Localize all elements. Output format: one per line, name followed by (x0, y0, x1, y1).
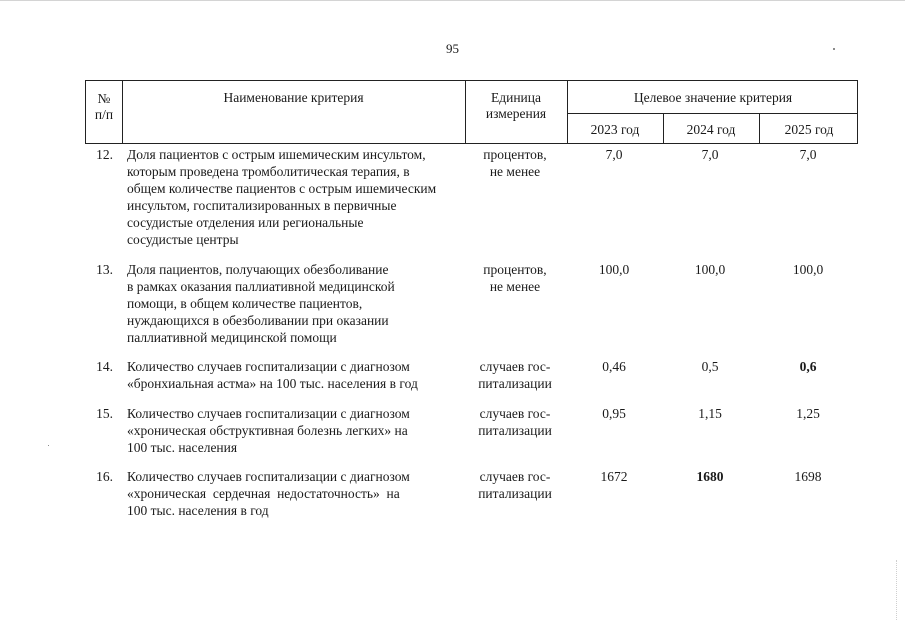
target-value-2025: 1698 (794, 469, 822, 484)
target-value-2025: 7,0 (799, 147, 817, 162)
unit-of-measure: процентов, не менее (483, 262, 547, 294)
row-number: 13. (96, 262, 113, 277)
page-number: 95 (446, 41, 459, 56)
row-number: 16. (96, 469, 113, 484)
scan-speck (48, 445, 49, 446)
target-value-2024: 7,0 (701, 147, 719, 162)
column-header-unit: Единица измерения (485, 90, 547, 121)
target-value-2023: 0,95 (602, 406, 626, 421)
scan-top-edge (0, 0, 905, 1)
target-value-2024: 1680 (696, 469, 724, 484)
criterion-name: Количество случаев госпитализации с диагнозом «хроническая сердечная недостаточность» на 100 тыс. населения в год (127, 469, 410, 518)
unit-of-measure: случаев гос- питализации (478, 469, 552, 501)
unit-of-measure: процентов, не менее (483, 147, 547, 179)
row-number: 12. (96, 147, 113, 162)
column-header-year-2023: 2023 год (590, 122, 640, 137)
criterion-name: Количество случаев госпитализации с диагнозом «хроническая обструктивная болезнь легких» на 100 тыс. населения (127, 406, 410, 455)
table-header (85, 80, 858, 144)
target-value-2023: 7,0 (605, 147, 623, 162)
header-divider (567, 113, 857, 114)
scan-edge-noise (882, 560, 897, 620)
criterion-name: Количество случаев госпитализации с диагнозом «бронхиальная астма» на 100 тыс. населения в год (127, 359, 418, 391)
column-header-year-2025: 2025 год (784, 122, 834, 137)
unit-of-measure: случаев гос- питализации (478, 359, 552, 391)
target-value-2025: 0,6 (799, 359, 817, 374)
target-value-2025: 1,25 (796, 406, 820, 421)
column-header-year-2024: 2024 год (686, 122, 736, 137)
target-value-2024: 100,0 (694, 262, 726, 277)
column-header-name: Наименование критерия (223, 90, 364, 105)
row-number: 14. (96, 359, 113, 374)
column-header-num: № п/п (94, 91, 114, 122)
target-value-2024: 1,15 (698, 406, 722, 421)
criterion-name: Доля пациентов, получающих обезболивание в рамках оказания паллиативной медицинской помощи, в общем количестве пациентов, нуждающихся в обезболивании при оказании паллиативной медицинской помощи (127, 262, 395, 345)
unit-of-measure: случаев гос- питализации (478, 406, 552, 438)
target-value-2024: 0,5 (701, 359, 719, 374)
row-number: 15. (96, 406, 113, 421)
column-header-target: Целевое значение критерия (633, 90, 793, 105)
target-value-2023: 100,0 (598, 262, 630, 277)
target-value-2025: 100,0 (792, 262, 824, 277)
target-value-2023: 1672 (600, 469, 628, 484)
target-value-2023: 0,46 (602, 359, 626, 374)
criterion-name: Доля пациентов с острым ишемическим инсультом, которым проведена тромболитическая терапия, в общем количестве пациентов с острым ишемическим инсультом, госпитализированных в первичные сосудистые отделения или региональные сосудистые центры (127, 147, 437, 247)
